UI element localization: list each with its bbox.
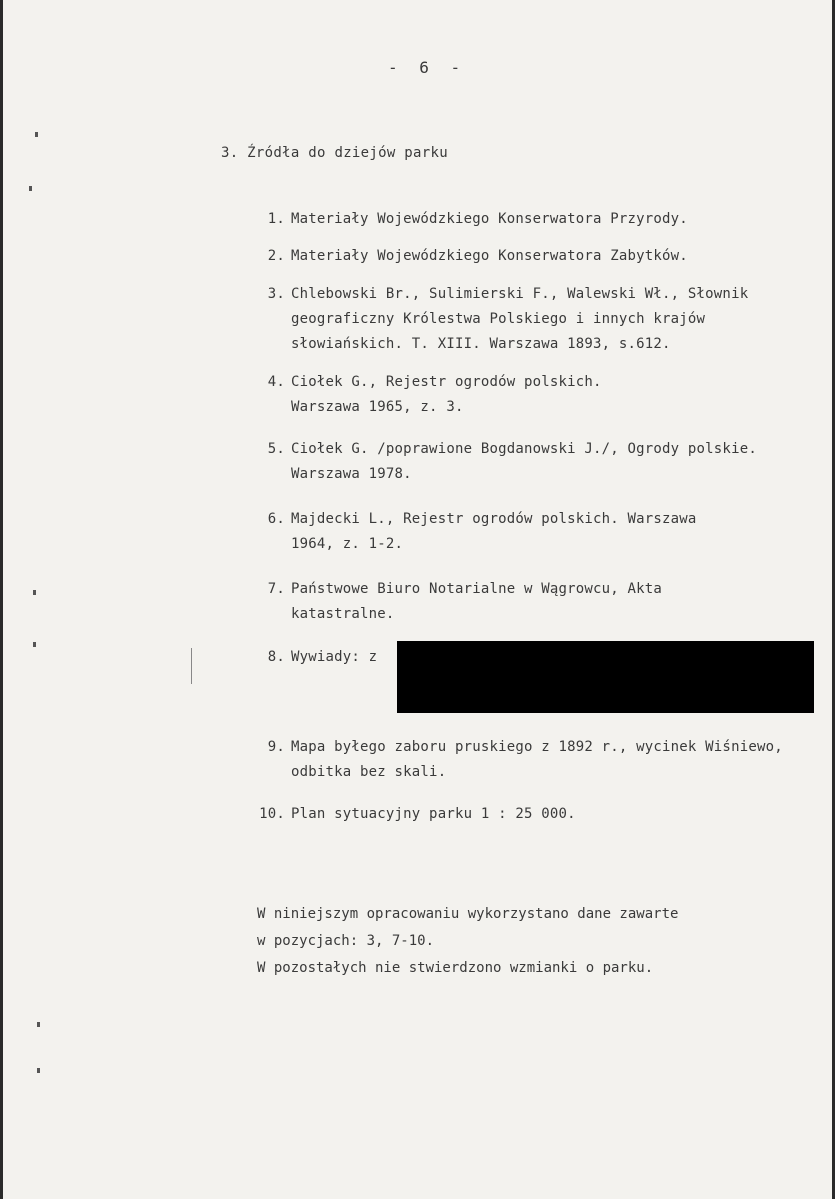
item-text: Materiały Wojewódzkiego Konserwatora Zabytków. bbox=[291, 248, 688, 264]
item-text: Państwowe Biuro Notarialne w Wągrowcu, Akta katastralne. bbox=[291, 581, 663, 622]
item-number: 5. bbox=[267, 441, 285, 457]
list-item bbox=[241, 507, 821, 557]
item-text: Wywiady: z bbox=[291, 649, 378, 665]
item-text: Majdecki L., Rejestr ogrodów polskich. Warszawa 1964, z. 1-2. bbox=[291, 511, 697, 552]
list-item bbox=[241, 577, 821, 627]
redaction-block bbox=[397, 641, 814, 713]
item-text: Materiały Wojewódzkiego Konserwatora Przyrody. bbox=[291, 211, 688, 227]
item-text: Mapa byłego zaboru pruskiego z 1892 r., wycinek Wiśniewo, odbitka bez skali. bbox=[291, 739, 783, 780]
scan-mark bbox=[37, 1068, 40, 1073]
scan-mark bbox=[37, 1022, 40, 1027]
list-item bbox=[241, 437, 821, 487]
item-text: Chlebowski Br., Sulimierski F., Walewski Wł., Słownik geograficzny Królestwa Polskiego i innych krajów słowiańskich. T. XIII. Warszawa 1893, s.612. bbox=[291, 286, 749, 352]
item-text: Ciołek G., Rejestr ogrodów polskich. Warszawa 1965, z. 3. bbox=[291, 374, 602, 415]
item-text: Plan sytuacyjny parku 1 : 25 000. bbox=[291, 806, 576, 822]
scan-mark bbox=[35, 132, 38, 137]
scan-mark bbox=[33, 642, 36, 647]
item-number: 6. bbox=[267, 511, 285, 527]
list-item bbox=[241, 370, 821, 420]
note-line-3: W pozostałych nie stwierdzono wzmianki o parku. bbox=[257, 960, 654, 976]
note-line-1: W niniejszym opracowaniu wykorzystano dane zawarte bbox=[257, 906, 679, 922]
item-number: 8. bbox=[267, 649, 285, 665]
margin-line bbox=[191, 648, 192, 684]
list-item bbox=[241, 735, 821, 785]
scan-mark bbox=[33, 590, 36, 595]
note-line-2: w pozycjach: 3, 7-10. bbox=[257, 933, 435, 949]
list-item bbox=[241, 802, 821, 827]
item-number: 1. bbox=[267, 211, 285, 227]
list-item bbox=[241, 207, 821, 232]
item-number: 3. bbox=[267, 286, 285, 302]
item-text: Ciołek G. /poprawione Bogdanowski J./, Ogrody polskie. Warszawa 1978. bbox=[291, 441, 757, 482]
item-number: 9. bbox=[267, 739, 285, 755]
list-item bbox=[241, 282, 821, 357]
item-number: 2. bbox=[267, 248, 285, 264]
list-item bbox=[241, 244, 821, 269]
section-heading: 3. Źródła do dziejów parku bbox=[221, 145, 448, 161]
item-number: 7. bbox=[267, 581, 285, 597]
item-number: 10. bbox=[259, 806, 285, 822]
page-number: - 6 - bbox=[388, 58, 467, 77]
item-number: 4. bbox=[267, 374, 285, 390]
scan-mark bbox=[29, 186, 32, 191]
